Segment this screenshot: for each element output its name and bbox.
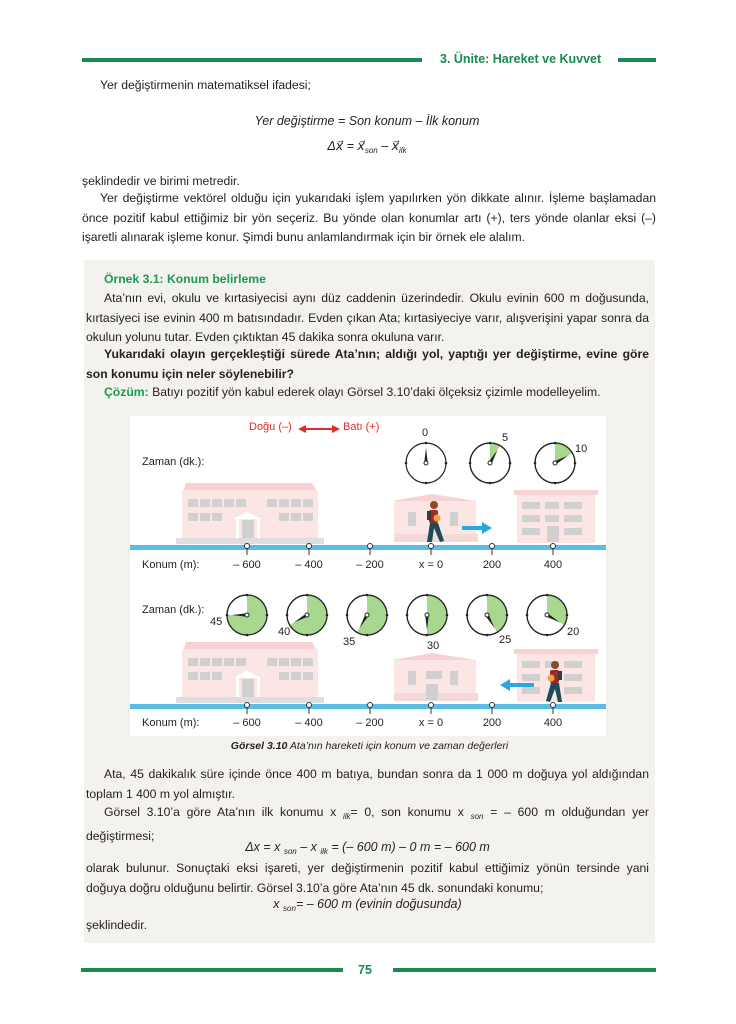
eq-part: Δx = x [245,840,281,854]
direction-arrow-icon [298,425,340,433]
top-position-label: – 200 [356,559,384,571]
clock-icon [405,442,448,485]
clock-minute-label: 0 [422,427,429,439]
clock-icon [469,442,512,485]
clock-minute-label: 30 [427,640,440,652]
top-position-label: 200 [482,559,502,571]
footer-rule-right [393,968,656,972]
eq-part: x [273,897,280,911]
page-number: 75 [358,963,372,977]
text: Görsel 3.10’a göre Ata’nın ilk konumu x [104,805,337,819]
clock-minute-label: 40 [278,626,291,638]
solution-closing: şeklindedir. [86,918,147,932]
tick-dot [490,544,495,549]
direction-east-label: Doğu (–) [249,421,292,433]
time-label-bottom: Zaman (dk.): [142,604,205,616]
tick-dot [551,544,556,549]
tick-dot [429,544,434,549]
tick-dot [307,703,312,708]
tick-dot [429,703,434,708]
house-building-icon [392,653,478,701]
unit-title: 3. Ünite: Hareket ve Kuvvet [440,52,602,66]
formula-part: Δx⃗ = x⃗ [327,139,365,153]
subscript-ilk: ilk [399,146,407,155]
school-building-icon [176,642,324,703]
final-position-equation [86,897,649,913]
subscript-son: son [470,812,484,821]
clock-icon [406,594,449,637]
example-question: Yukarıdaki olayın gerçekleştiği sürede Ata’nın; aldığı yol, yaptığı yer değiştirme, evine göre son konumu için neler söylenebilir? [86,347,649,381]
direction-west-label: Batı (+) [343,421,380,433]
figure-3-10 [130,416,606,736]
bottom-position-label: x = 0 [418,717,444,729]
clock-icon [534,442,577,485]
eq-part: = (– 600 m) – 0 m = – 600 m [327,840,490,854]
footer-rule-left [81,968,343,972]
intro-paragraph: Yer değiştirme vektörel olduğu için yukarıdaki işlem yapılırken yön dikkate alınır. İşleme başlamadan önce pozitif kabul ettiğimiz bir yön seçeriz. Bu yönde olan konumlar artı (+), ters yönde olanlar eksi (–) işaretli alınarak işleme konur. Şimdi bunu anlamlandırmak için bir örnek ele alalım. [82,191,656,244]
solution-p3: olarak bulunur. Sonuçtaki eksi işareti, yer değiştirmenin pozitif kabul ettiğimiz yönün tersinde yani doğuya doğru olduğunu belirtir. Görsel 3.10’a göre Ata’nın 45 dk. sonundaki konumu; [86,861,649,895]
bottom-position-label: – 400 [295,717,323,729]
solution-label: Çözüm: [104,385,149,399]
top-position-label: 400 [543,559,563,571]
clock-minute-label: 25 [499,634,512,646]
header-rule-left [82,58,422,62]
top-position-label: – 600 [233,559,261,571]
formula-words: Yer değiştirme = Son konum – İlk konum [254,114,480,128]
text: = – 600 m olduğundan yer değiştirmesi; [86,805,649,843]
tick-dot [490,703,495,708]
school-building-icon [176,483,324,544]
figure-caption [84,740,655,752]
bottom-position-label: 400 [543,717,563,729]
tick-dot [551,703,556,708]
header-rule-right [618,58,656,62]
time-label-top: Zaman (dk.): [142,456,205,468]
formula-part: – x⃗ [377,139,400,153]
example-title: Örnek 3.1: Konum belirleme [104,272,266,286]
bottom-position-label: 200 [482,717,502,729]
subscript-son: son [283,904,296,913]
solution-text: Batıyı pozitif yön kabul ederek olayı Görsel 3.10’daki ölçeksiz çizimle modelleyelim. [148,385,601,399]
clock-icon [466,594,509,637]
caption-text: Ata’nın hareketi için konum ve zaman değerleri [287,740,509,752]
tick-dot [368,544,373,549]
solution-intro [86,383,649,403]
clock-icon [526,594,569,637]
displacement-equation [86,840,649,856]
clock-minute-label: 20 [567,626,580,638]
clock-icon [286,594,329,637]
position-label-bottom: Konum (m): [142,717,200,729]
eq-part: – x [296,840,317,854]
subscript-son: son [283,847,297,856]
subscript-son: son [364,146,378,155]
tick-dot [245,703,250,708]
intro-after: şeklindedir ve birimi metredir. [82,174,240,188]
caption-number: Görsel 3.10 [230,740,288,752]
intro-line: Yer değiştirmenin matematiksel ifadesi; [100,78,311,92]
clock-minute-label: 10 [575,443,588,455]
position-label-top: Konum (m): [142,559,200,571]
clock-minute-label: 35 [343,636,356,648]
clock-minute-label: 45 [210,616,223,628]
top-position-label: x = 0 [418,559,444,571]
formula-symbols [82,138,652,155]
tick-dot [307,544,312,549]
eq-part: = – 600 m (evinin doğusunda) [295,897,462,911]
clock-minute-label: 5 [502,432,509,444]
subscript-ilk: ilk [320,847,328,856]
top-position-label: – 400 [295,559,323,571]
clock-icon [346,594,389,637]
bottom-position-label: – 600 [233,717,261,729]
subscript-ilk: ilk [342,812,351,821]
stationery-building-icon [514,490,598,543]
example-body: Ata’nın evi, okulu ve kırtasiyecisi aynı düz caddenin üzerindedir. Okulu evinin 600 m doğusunda, kırtasiyeci ise evinin 400 m batısındadır. Evden çıkan Ata; kırtasiyeciye varır, alışverişini yapar sonra da okulun yolunu tutar. Evden çıktıktan 45 dakika sonra okuluna varır. [86,291,649,344]
bottom-position-label: – 200 [356,717,384,729]
solution-p1: Ata, 45 dakikalık süre içinde önce 400 m batıya, bundan sonra da 1 000 m doğuya yol aldığından toplam 1 400 m yol almıştır. [86,767,649,801]
text: = 0, son konumu x [350,805,464,819]
clock-icon [226,594,269,637]
tick-dot [245,544,250,549]
clocks-top [405,442,577,485]
tick-dot [368,703,373,708]
